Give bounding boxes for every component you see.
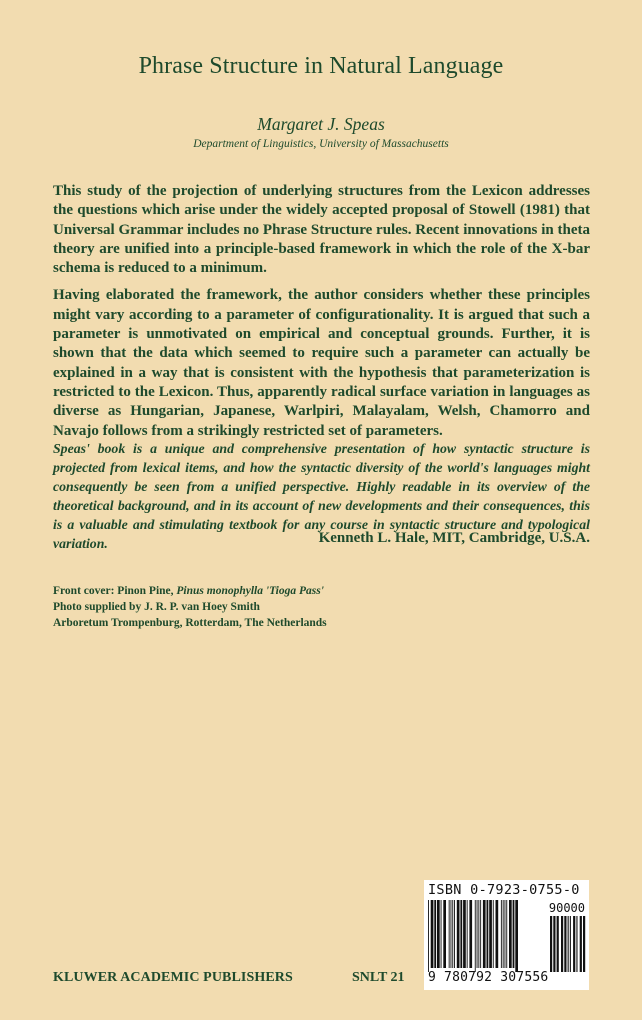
barcode-addon-bar xyxy=(573,916,575,972)
barcode-bar xyxy=(501,900,502,968)
series-code: SNLT 21 xyxy=(352,970,405,985)
review-attribution: Kenneth L. Hale, MIT, Cambridge, U.S.A. xyxy=(318,530,590,546)
barcode-bar xyxy=(469,900,472,968)
barcode-bar xyxy=(489,900,492,968)
barcode-bar xyxy=(509,900,512,968)
cover-photo-credit xyxy=(53,583,327,599)
ean-number: 9 780792 307556 xyxy=(428,970,549,985)
barcode-addon-bar xyxy=(561,916,563,972)
barcode-bar xyxy=(513,900,515,968)
barcode-bar xyxy=(493,900,494,968)
barcode-bar xyxy=(478,900,479,968)
barcode-bar xyxy=(480,900,481,968)
barcode-bar xyxy=(463,900,466,968)
barcode-addon-bar xyxy=(570,916,571,972)
barcode-bar xyxy=(443,900,446,968)
barcode-bar xyxy=(449,900,450,968)
barcode-bar xyxy=(457,900,460,968)
book-title: Phrase Structure in Natural Language xyxy=(138,53,504,79)
barcode-bar xyxy=(475,900,476,972)
barcode-addon-bar xyxy=(553,916,555,972)
author-affiliation: Department of Linguistics, University of Massachusetts xyxy=(193,138,449,150)
review-quote: Speas' book is a unique and comprehensive presentation of how syntactic structure is projected from lexical items, and how the syntactic diversity of the world's languages might consequently be seen from a unified perspective. Highly readable in its overview of the theoretical background, and in its account of new developments and their consequences, this is a valuable and stimulating textbook for any course in syntactic structure and typological variation. xyxy=(53,441,590,551)
barcode-addon-bar xyxy=(576,916,577,972)
cover-photo-prefix: Front cover: Pinon Pine, xyxy=(53,585,177,597)
cover-credits xyxy=(53,583,327,631)
barcode-bar xyxy=(451,900,452,968)
barcode-addon-bar xyxy=(564,916,566,972)
barcode-bar xyxy=(506,900,507,968)
description xyxy=(53,182,590,449)
barcode-bar xyxy=(441,900,442,968)
barcode-bar xyxy=(505,900,506,968)
isbn-barcode xyxy=(424,880,589,990)
barcode-addon-bar xyxy=(580,916,582,972)
barcode-bar xyxy=(503,900,504,968)
barcode-addon-bar xyxy=(557,916,559,972)
barcode-bar xyxy=(431,900,434,968)
description-paragraph: Having elaborated the framework, the author considers whether these principles might vary according to a parameter of configurationality. It is argued that such a parameter is unmotivated on empirical and conceptual grounds. Further, it is shown that the data which seemed to require such a parameter can actually be explained in a way that is consistent with the hypothesis that parameterization is restricted to the Lexicon. Thus, apparently radical surface variation in languages as diverse as Hungarian, Japanese, Warlpiri, Malayalam, Welsh, Chamorro and Navajo follows from a strikingly restricted set of parameters. xyxy=(53,287,590,439)
barcode-bar xyxy=(496,900,499,968)
barcode-bar xyxy=(428,900,429,972)
barcode-addon-bar xyxy=(568,916,569,972)
price-code: 90000 xyxy=(548,901,585,915)
barcode-bar xyxy=(434,900,436,968)
barcode-bar xyxy=(460,900,462,968)
barcode-bar xyxy=(452,900,453,968)
photo-supplier: Photo supplied by J. R. P. van Hoey Smith xyxy=(53,601,260,613)
barcode-bar xyxy=(437,900,440,968)
barcode-bar xyxy=(477,900,478,968)
barcode-bar xyxy=(515,900,518,972)
cover-species: Pinus monophylla 'Tioga Pass' xyxy=(176,585,324,597)
barcode-bar xyxy=(483,900,486,968)
barcode-bar xyxy=(487,900,489,968)
barcode-addon-bar xyxy=(550,916,552,972)
barcode-bar xyxy=(454,900,455,968)
description-paragraph: This study of the projection of underlying structures from the Lexicon addresses the questions which arise under the widely accepted proposal of Stowell (1981) that Universal Grammar includes no Phrase Structure rules. Recent innovations in theta theory are unified into a principle-based framework in which the role of the X-bar schema is reduced to a minimum. xyxy=(53,183,590,277)
publisher-name: KLUWER ACADEMIC PUBLISHERS xyxy=(53,970,293,985)
isbn-number: ISBN 0-7923-0755-0 xyxy=(428,882,580,898)
author-name: Margaret J. Speas xyxy=(257,114,385,134)
photo-location: Arboretum Trompenburg, Rotterdam, The Netherlands xyxy=(53,617,327,629)
barcode-bar xyxy=(467,900,468,968)
barcode-addon-bar xyxy=(583,916,585,972)
